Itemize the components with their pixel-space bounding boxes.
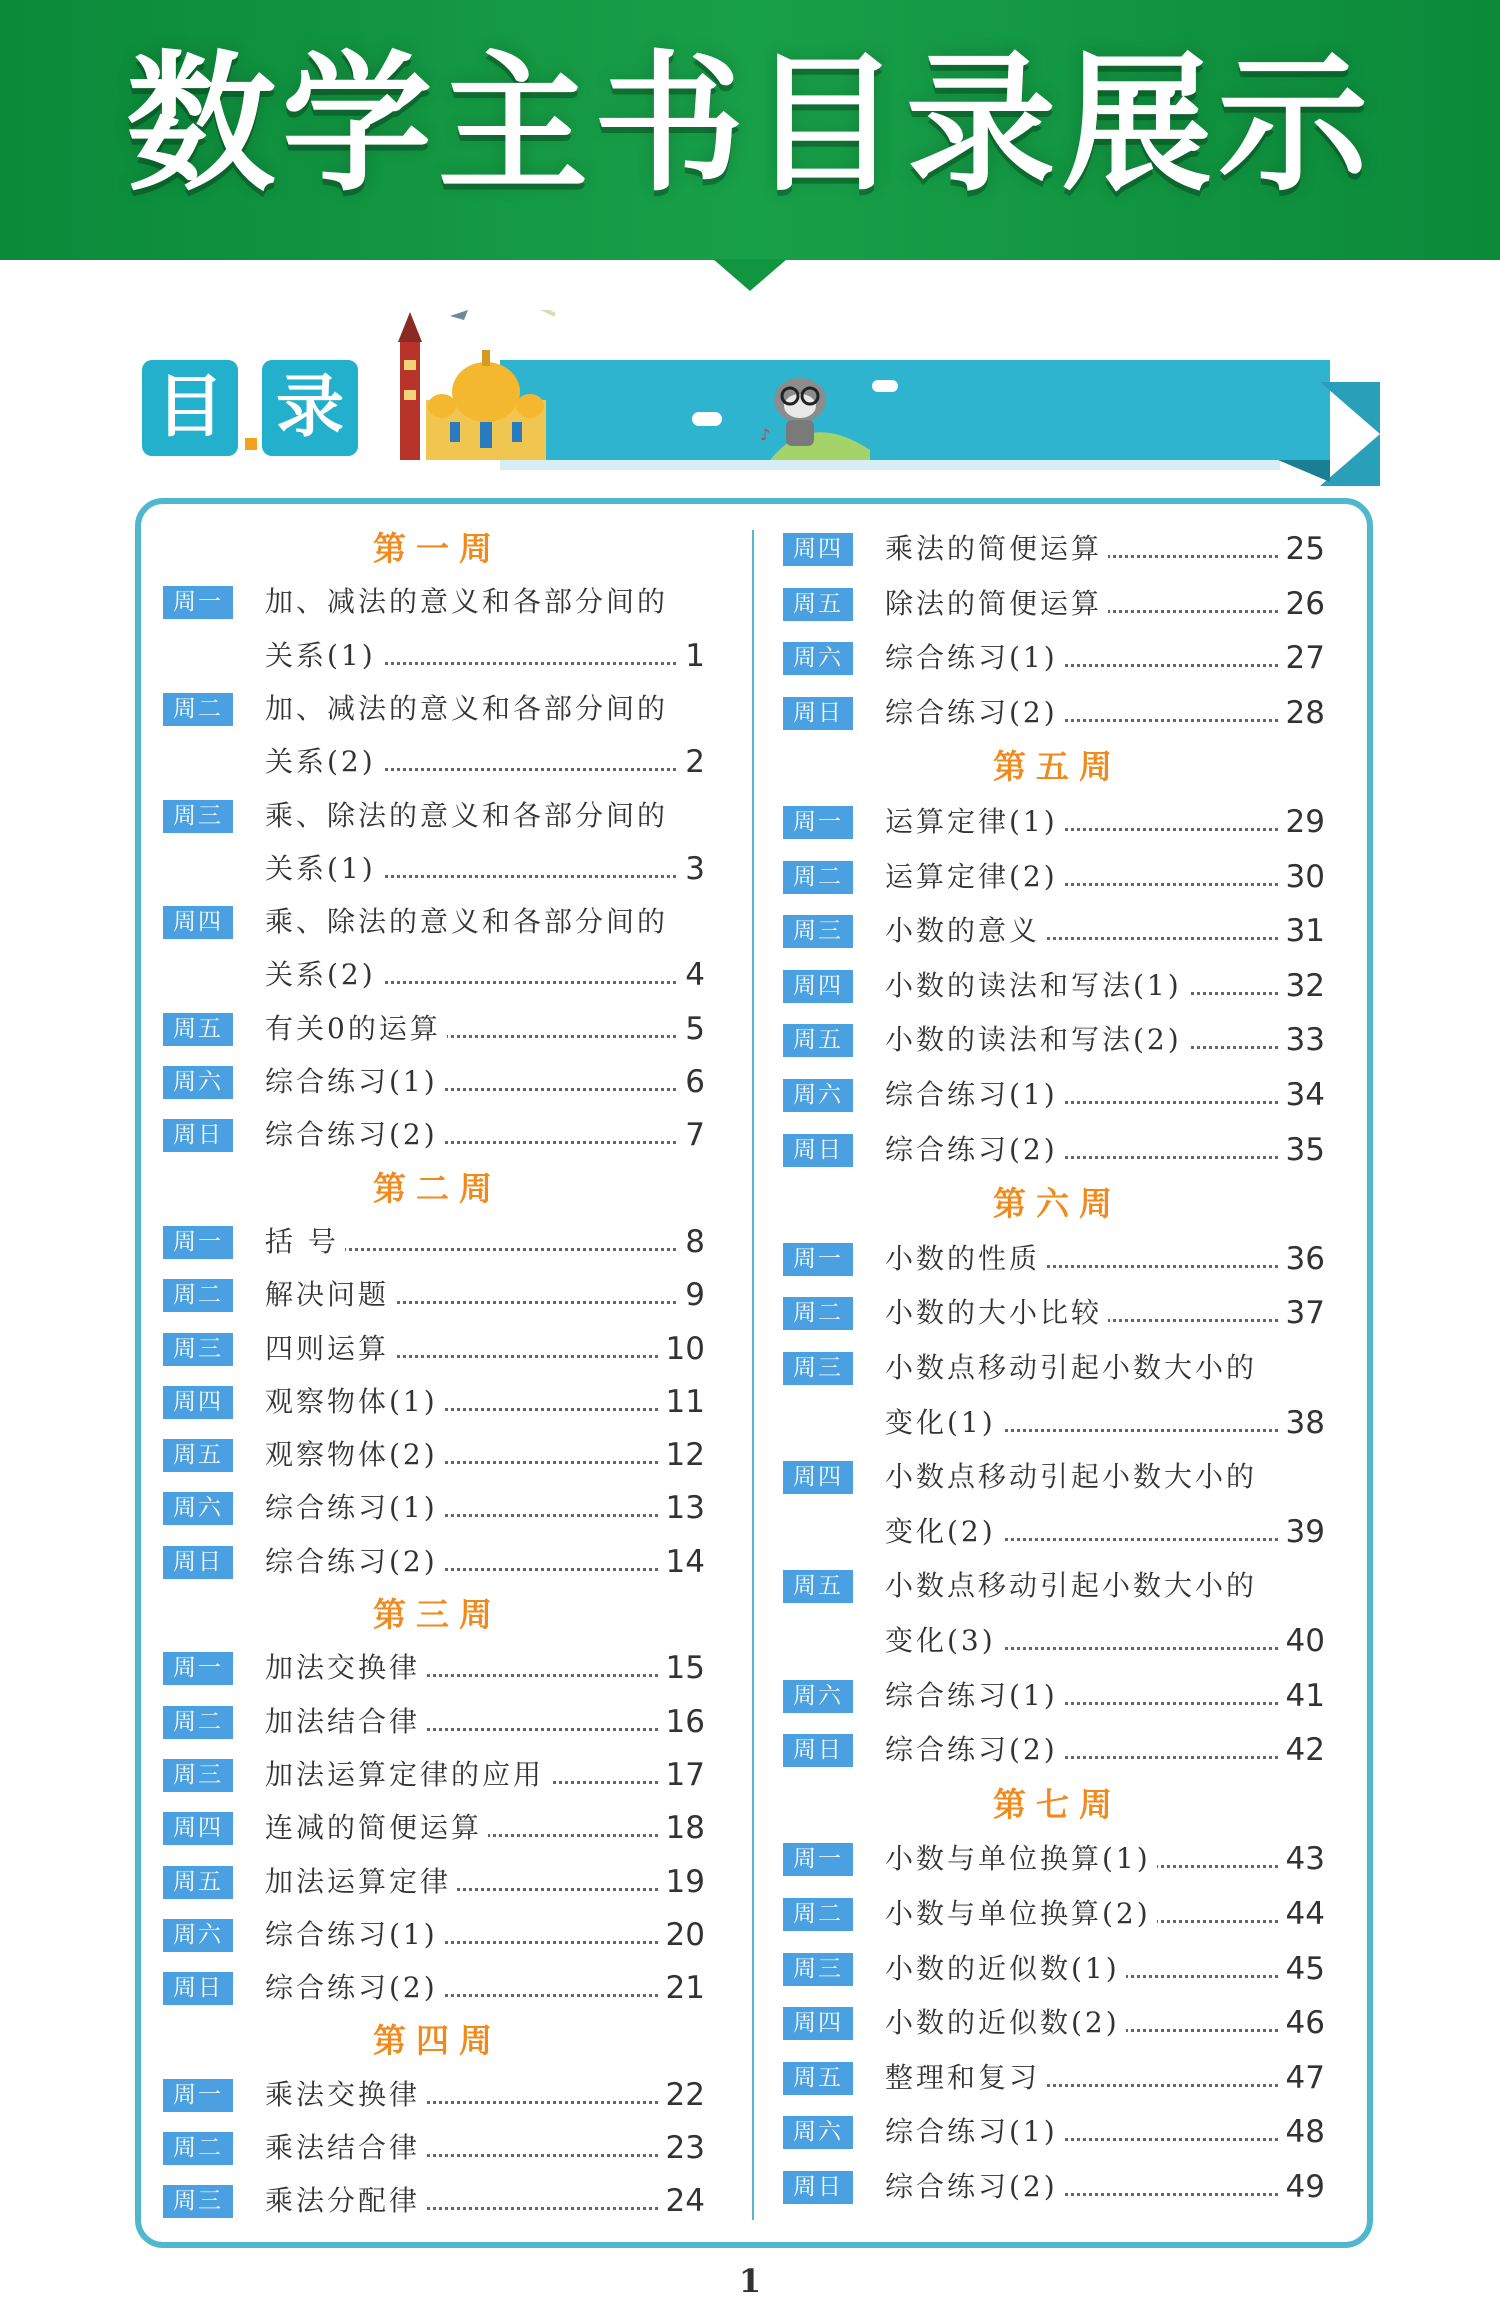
- day-badge: 周二: [163, 1279, 233, 1312]
- lesson-title-line1: 乘、除法的意义和各部分间的: [265, 789, 674, 843]
- week-heading: 第一周: [373, 529, 502, 568]
- toc-entry[interactable]: [780, 686, 1335, 740]
- day-badge: 周二: [783, 1898, 853, 1931]
- lesson-title-line2: 变化(3): [885, 1614, 1002, 1668]
- toc-entry[interactable]: [780, 522, 1335, 576]
- day-badge: 周六: [783, 2116, 853, 2149]
- lesson-title: 综合练习(1): [885, 631, 1064, 685]
- toc-entry[interactable]: [160, 2174, 715, 2228]
- day-badge: 周日: [783, 2171, 853, 2204]
- day-badge: 周六: [163, 1066, 233, 1099]
- toc-entry[interactable]: [780, 1723, 1335, 1777]
- toc-entry[interactable]: [160, 1535, 715, 1589]
- day-badge: 周六: [783, 1680, 853, 1713]
- day-badge: 周二: [163, 1706, 233, 1739]
- ribbon-fold: [1278, 460, 1330, 482]
- lesson-title: 乘法的简便运算: [885, 522, 1108, 576]
- page-ref: 22: [660, 2068, 705, 2122]
- toc-entry[interactable]: [780, 1450, 1335, 1504]
- toc-entry-continuation[interactable]: [160, 629, 715, 683]
- day-badge: 周日: [163, 1972, 233, 2005]
- contents-ribbon: [130, 300, 1380, 490]
- lesson-title: 小数与单位换算(2): [885, 1887, 1157, 1941]
- toc-entry[interactable]: [780, 1942, 1335, 1996]
- day-badge: 周四: [163, 906, 233, 939]
- page-ref: 30: [1280, 850, 1325, 904]
- page-number: 1: [738, 2262, 762, 2300]
- toc-entry[interactable]: [160, 1748, 715, 1802]
- day-badge: 周三: [163, 800, 233, 833]
- toc-entry[interactable]: [160, 1108, 715, 1162]
- toc-entry-continuation[interactable]: [160, 842, 715, 896]
- day-badge: 周三: [783, 1953, 853, 1986]
- day-badge: 周二: [783, 1297, 853, 1330]
- toc-entry[interactable]: [160, 895, 715, 949]
- page-ref: 6: [679, 1055, 705, 1109]
- page-ref: 8: [679, 1215, 705, 1269]
- page-ref: 18: [660, 1801, 705, 1855]
- page-ref: 1: [679, 629, 705, 683]
- page-ref: 11: [660, 1375, 705, 1429]
- lesson-title: 综合练习(2): [885, 1723, 1064, 1777]
- mascot-icon: [750, 360, 870, 460]
- day-badge: 周一: [163, 1226, 233, 1259]
- day-badge: 周五: [163, 1013, 233, 1046]
- toc-entry[interactable]: [160, 1801, 715, 1855]
- page-ref: 17: [660, 1748, 705, 1802]
- toc-entry-continuation[interactable]: [780, 1396, 1335, 1450]
- lesson-title: 观察物体(1): [265, 1375, 444, 1429]
- page-ref: 35: [1280, 1123, 1325, 1177]
- toc-entry[interactable]: [160, 682, 715, 736]
- toc-entry[interactable]: [780, 2105, 1335, 2159]
- day-badge: 周一: [783, 1243, 853, 1276]
- lesson-title: 乘法结合律: [265, 2121, 426, 2175]
- toc-entry[interactable]: [780, 1996, 1335, 2050]
- lesson-title: 有关0的运算: [265, 1002, 447, 1056]
- page-ref: 5: [679, 1002, 705, 1056]
- cloud-icon: [692, 412, 722, 426]
- toc-entry[interactable]: [780, 1887, 1335, 1941]
- toc-entry[interactable]: [780, 1669, 1335, 1723]
- page-ref: 21: [660, 1961, 705, 2015]
- day-badge: 周一: [783, 806, 853, 839]
- day-badge: 周三: [163, 2185, 233, 2218]
- toc-entry[interactable]: [780, 1068, 1335, 1122]
- page-ref: 40: [1280, 1614, 1325, 1668]
- page-ref: 45: [1280, 1942, 1325, 1996]
- toc-entry-continuation[interactable]: [780, 1505, 1335, 1559]
- day-badge: 周六: [783, 1079, 853, 1112]
- column-divider: [752, 530, 754, 2220]
- toc-entry[interactable]: [780, 2160, 1335, 2214]
- lesson-title: 小数与单位换算(1): [885, 1832, 1157, 1886]
- ribbon-dot: [245, 438, 257, 450]
- page-ref: 32: [1280, 959, 1325, 1013]
- day-badge: 周三: [783, 1352, 853, 1385]
- page-ref: 38: [1280, 1396, 1325, 1450]
- lesson-title-line2: 变化(1): [885, 1396, 1002, 1450]
- lesson-title-line2: 关系(2): [265, 948, 382, 1002]
- page-ref: 27: [1280, 631, 1325, 685]
- toc-entry[interactable]: [780, 1832, 1335, 1886]
- day-badge: 周六: [783, 642, 853, 675]
- lesson-title: 乘法分配律: [265, 2174, 426, 2228]
- page-ref: 19: [660, 1855, 705, 1909]
- banner-pointer: [713, 259, 787, 291]
- lesson-title-line1: 小数点移动引起小数大小的: [885, 1341, 1263, 1395]
- page-ref: 15: [660, 1641, 705, 1695]
- day-badge: 周二: [783, 861, 853, 894]
- page-ref: 4: [679, 948, 705, 1002]
- day-badge: 周四: [783, 1461, 853, 1494]
- week-heading: 第六周: [993, 1184, 1122, 1224]
- page-ref: 7: [679, 1108, 705, 1162]
- toc-entry[interactable]: [160, 1268, 715, 1322]
- lesson-title: 加法运算定律: [265, 1855, 457, 1909]
- lesson-title: 连减的简便运算: [265, 1801, 488, 1855]
- toc-entry[interactable]: [160, 789, 715, 843]
- toc-entry[interactable]: [160, 1375, 715, 1429]
- page-ref: 24: [660, 2174, 705, 2228]
- lesson-title: 综合练习(1): [885, 1068, 1064, 1122]
- page-ref: 26: [1280, 577, 1325, 631]
- lesson-title-line2: 变化(2): [885, 1505, 1002, 1559]
- day-badge: 周六: [163, 1919, 233, 1952]
- day-badge: 周五: [783, 588, 853, 621]
- page-ref: 16: [660, 1695, 705, 1749]
- cloud-icon: [872, 380, 898, 392]
- page-ref: 23: [660, 2121, 705, 2175]
- lesson-title: 小数的近似数(2): [885, 1996, 1126, 2050]
- toc-entry[interactable]: [780, 850, 1335, 904]
- day-badge: 周日: [783, 697, 853, 730]
- toc-entry[interactable]: [160, 1855, 715, 1909]
- page-title: 数学主书目录展示: [125, 38, 1374, 212]
- lesson-title-line1: 小数点移动引起小数大小的: [885, 1559, 1263, 1613]
- toc-entry[interactable]: [160, 2068, 715, 2122]
- lesson-title-line1: 加、减法的意义和各部分间的: [265, 682, 674, 736]
- day-badge: 周日: [163, 1546, 233, 1579]
- toc-entry[interactable]: [160, 1695, 715, 1749]
- page-ref: 12: [660, 1428, 705, 1482]
- lesson-title: 整理和复习: [885, 2051, 1046, 2105]
- day-badge: 周五: [163, 1866, 233, 1899]
- toc-entry[interactable]: [160, 1481, 715, 1535]
- lesson-title: 小数的意义: [885, 904, 1046, 958]
- day-badge: 周三: [783, 915, 853, 948]
- toc-entry[interactable]: [780, 904, 1335, 958]
- day-badge: 周四: [783, 2007, 853, 2040]
- day-badge: 周四: [783, 533, 853, 566]
- lesson-title: 小数的近似数(1): [885, 1942, 1126, 1996]
- toc-entry[interactable]: [780, 1559, 1335, 1613]
- toc-entry[interactable]: [160, 1641, 715, 1695]
- day-badge: 周三: [163, 1333, 233, 1366]
- toc-entry[interactable]: [160, 575, 715, 629]
- toc-entry-continuation[interactable]: [160, 948, 715, 1002]
- page-ref: 10: [660, 1322, 705, 1376]
- day-badge: 周六: [163, 1492, 233, 1525]
- toc-entry[interactable]: [160, 1428, 715, 1482]
- page-ref: 29: [1280, 795, 1325, 849]
- lesson-title-line2: 关系(1): [265, 629, 382, 683]
- page-ref: 28: [1280, 686, 1325, 740]
- page-ref: 3: [679, 842, 705, 896]
- day-badge: 周四: [783, 970, 853, 1003]
- page-ref: 43: [1280, 1832, 1325, 1886]
- ribbon-band: [500, 360, 1330, 460]
- week-heading: 第七周: [993, 1784, 1122, 1824]
- day-badge: 周四: [163, 1386, 233, 1419]
- lesson-title: 综合练习(2): [265, 1961, 444, 2015]
- lesson-title: 加法结合律: [265, 1695, 426, 1749]
- day-badge: 周二: [163, 2132, 233, 2165]
- day-badge: 周日: [783, 1734, 853, 1767]
- lesson-title-line1: 小数点移动引起小数大小的: [885, 1450, 1263, 1504]
- toc-entry[interactable]: [780, 2051, 1335, 2105]
- page-ref: 14: [660, 1535, 705, 1589]
- day-badge: 周三: [163, 1759, 233, 1792]
- lesson-title-line2: 关系(1): [265, 842, 382, 896]
- lesson-title: 乘法交换律: [265, 2068, 426, 2122]
- toc-entry[interactable]: [780, 577, 1335, 631]
- page-ref: 9: [679, 1268, 705, 1322]
- toc-entry[interactable]: [780, 1232, 1335, 1286]
- toc-entry[interactable]: [160, 2121, 715, 2175]
- lesson-title: 加法交换律: [265, 1641, 426, 1695]
- day-badge: 周一: [163, 586, 233, 619]
- lesson-title: 解决问题: [265, 1268, 395, 1322]
- lesson-title: 小数的读法和写法(1): [885, 959, 1188, 1013]
- day-badge: 周四: [163, 1812, 233, 1845]
- day-badge: 周一: [783, 1843, 853, 1876]
- day-badge: 周一: [163, 2079, 233, 2112]
- lesson-title: 综合练习(1): [885, 2105, 1064, 2159]
- lesson-title-line1: 乘、除法的意义和各部分间的: [265, 895, 674, 949]
- lesson-title: 除法的简便运算: [885, 577, 1108, 631]
- toc-entry-continuation[interactable]: [160, 735, 715, 789]
- day-badge: 周五: [163, 1439, 233, 1472]
- page-ref: 20: [660, 1908, 705, 1962]
- page-ref: 41: [1280, 1669, 1325, 1723]
- day-badge: 周五: [783, 1570, 853, 1603]
- toc-entry[interactable]: [160, 1322, 715, 1376]
- lesson-title: 综合练习(1): [265, 1481, 444, 1535]
- page-ref: 13: [660, 1481, 705, 1535]
- page-ref: 2: [679, 735, 705, 789]
- lesson-title: 综合练习(1): [265, 1908, 444, 1962]
- toc-entry[interactable]: [780, 959, 1335, 1013]
- header-banner: [0, 0, 1500, 260]
- lesson-title: 运算定律(1): [885, 795, 1064, 849]
- lesson-title: 综合练习(1): [265, 1055, 444, 1109]
- toc-entry[interactable]: [780, 631, 1335, 685]
- lesson-title: 四则运算: [265, 1322, 395, 1376]
- page-ref: 36: [1280, 1232, 1325, 1286]
- toc-entry[interactable]: [780, 1123, 1335, 1177]
- contents-char-mu: 目: [142, 360, 238, 456]
- toc-entry-continuation[interactable]: [780, 1614, 1335, 1668]
- day-badge: 周二: [163, 693, 233, 726]
- day-badge: 周一: [163, 1652, 233, 1685]
- lesson-title: 综合练习(1): [885, 1669, 1064, 1723]
- svg-text:♪: ♪: [760, 425, 771, 444]
- lesson-title: 综合练习(2): [265, 1108, 444, 1162]
- toc-entry[interactable]: [160, 1055, 715, 1109]
- toc-entry[interactable]: [780, 1013, 1335, 1067]
- page-ref: 46: [1280, 1996, 1325, 2050]
- lesson-title: 观察物体(2): [265, 1428, 444, 1482]
- toc-entry[interactable]: [160, 1002, 715, 1056]
- lesson-title: 小数的大小比较: [885, 1286, 1108, 1340]
- day-badge: 周五: [783, 2062, 853, 2095]
- lesson-title: 小数的读法和写法(2): [885, 1013, 1188, 1067]
- week-heading: 第三周: [373, 1595, 502, 1634]
- page-ref: 44: [1280, 1887, 1325, 1941]
- toc-entry[interactable]: [780, 1341, 1335, 1395]
- lesson-title: 综合练习(2): [885, 686, 1064, 740]
- page-ref: 31: [1280, 904, 1325, 958]
- lesson-title-line1: 加、减法的意义和各部分间的: [265, 575, 674, 629]
- toc-entry[interactable]: [780, 795, 1335, 849]
- week-heading: 第二周: [373, 1168, 502, 1208]
- toc-entry[interactable]: [160, 1961, 715, 2015]
- day-badge: 周五: [783, 1024, 853, 1057]
- page-ref: 25: [1280, 522, 1325, 576]
- lesson-title: 综合练习(2): [265, 1535, 444, 1589]
- page-ref: 39: [1280, 1505, 1325, 1559]
- page-ref: 42: [1280, 1723, 1325, 1777]
- lesson-title: 综合练习(2): [885, 1123, 1064, 1177]
- page-ref: 34: [1280, 1068, 1325, 1122]
- contents-char-lu: 录: [262, 360, 358, 456]
- week-heading: 第四周: [373, 2021, 502, 2061]
- landmark-illustration-icon: [390, 310, 560, 470]
- lesson-title-line2: 关系(2): [265, 735, 382, 789]
- page-ref: 49: [1280, 2160, 1325, 2214]
- ribbon-shadow: [500, 460, 1280, 470]
- lesson-title: 综合练习(2): [885, 2160, 1064, 2214]
- page-ref: 48: [1280, 2105, 1325, 2159]
- toc-entry[interactable]: [780, 1286, 1335, 1340]
- toc-entry[interactable]: [160, 1908, 715, 1962]
- lesson-title: 括 号: [265, 1215, 345, 1269]
- page-ref: 37: [1280, 1286, 1325, 1340]
- page-ref: 47: [1280, 2051, 1325, 2105]
- day-badge: 周日: [163, 1119, 233, 1152]
- day-badge: 周日: [783, 1134, 853, 1167]
- lesson-title: 运算定律(2): [885, 850, 1064, 904]
- toc-entry[interactable]: [160, 1215, 715, 1269]
- lesson-title: 小数的性质: [885, 1232, 1046, 1286]
- page-ref: 33: [1280, 1013, 1325, 1067]
- week-heading: 第五周: [993, 747, 1122, 787]
- lesson-title: 加法运算定律的应用: [265, 1748, 550, 1802]
